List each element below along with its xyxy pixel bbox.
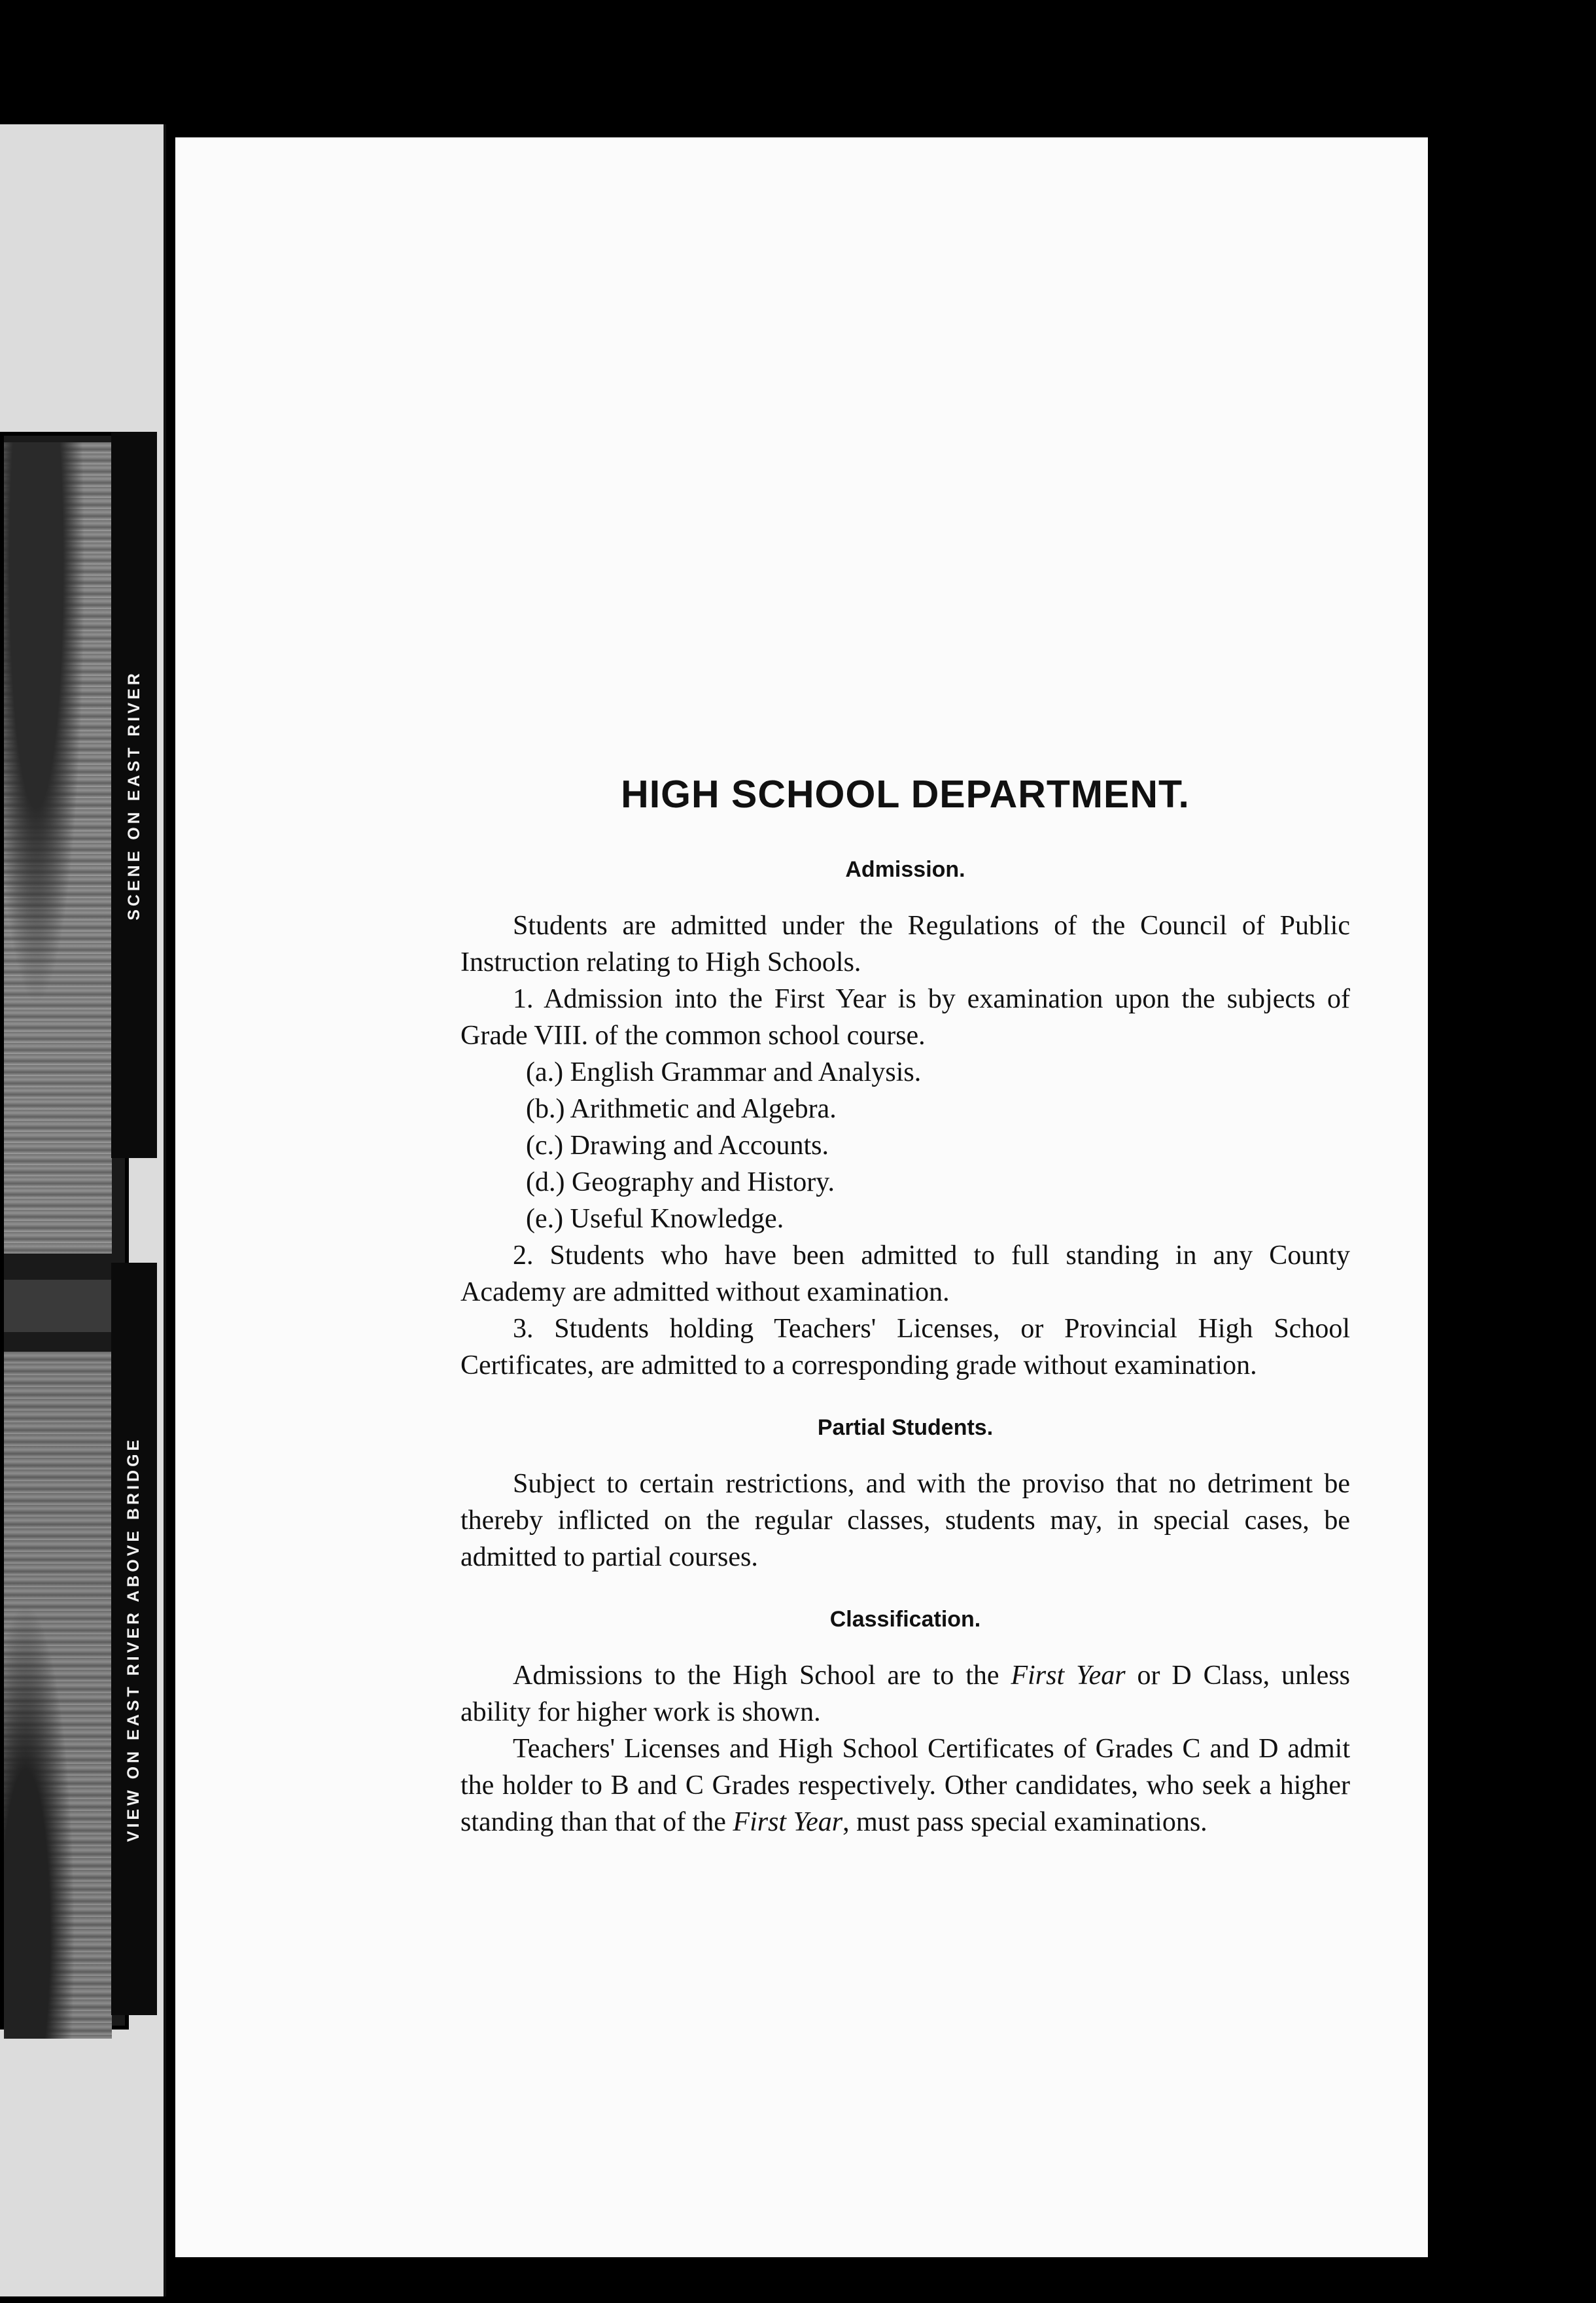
page-title: HIGH SCHOOL DEPARTMENT. xyxy=(621,773,1190,816)
admission-rule-3: 3. Students holding Teachers' Licenses, or Provincial High School Certificates, are admitted to a corresponding grade without examination. xyxy=(460,1314,1350,1380)
river-photo-top xyxy=(4,442,112,1254)
classification-paragraph-1: Admissions to the High School are to the First Year or D Class, unless ability for higher work is shown. xyxy=(460,1661,1350,1727)
river-photo-bottom xyxy=(4,1352,112,2039)
photo-caption-bottom: VIEW ON EAST RIVER ABOVE BRIDGE xyxy=(111,1263,157,2015)
partial-students-heading: Partial Students. xyxy=(817,1415,994,1440)
photo-divider xyxy=(4,1280,112,1332)
admission-rule-2: 2. Students who have been admitted to full standing in any County Academy are admitted without examination. xyxy=(460,1240,1350,1307)
document-page xyxy=(175,137,1428,2257)
admission-heading: Admission. xyxy=(845,857,965,882)
subject-item: (e.) Useful Knowledge. xyxy=(526,1204,784,1234)
subject-item: (a.) English Grammar and Analysis. xyxy=(526,1057,922,1087)
photo-plate xyxy=(0,432,129,2030)
photo-caption-top: SCENE ON EAST RIVER xyxy=(111,432,157,1158)
admission-rule-1: 1. Admission into the First Year is by examination upon the subjects of Grade VIII. of the common school course. xyxy=(460,984,1350,1051)
classification-paragraph-2: Teachers' Licenses and High School Certificates of Grades C and D admit the holder to B and C Grades respectively. Other candidates, who seek a higher standing than that of the First Year, must pass special examinations. xyxy=(460,1734,1350,1837)
facing-page xyxy=(0,124,166,2296)
classification-heading: Classification. xyxy=(829,1607,981,1632)
partial-students-text: Subject to certain restrictions, and with the proviso that no detriment be thereby inflicted on the regular classes, students may, in special cases, be admitted to partial courses. xyxy=(460,1469,1350,1572)
admission-intro: Students are admitted under the Regulations of the Council of Public Instruction relating to High Schools. xyxy=(460,911,1350,977)
subject-item: (d.) Geography and History. xyxy=(526,1167,835,1197)
subject-item: (b.) Arithmetic and Algebra. xyxy=(526,1094,837,1124)
page-body xyxy=(460,772,1350,1840)
subject-item: (c.) Drawing and Accounts. xyxy=(526,1131,829,1161)
